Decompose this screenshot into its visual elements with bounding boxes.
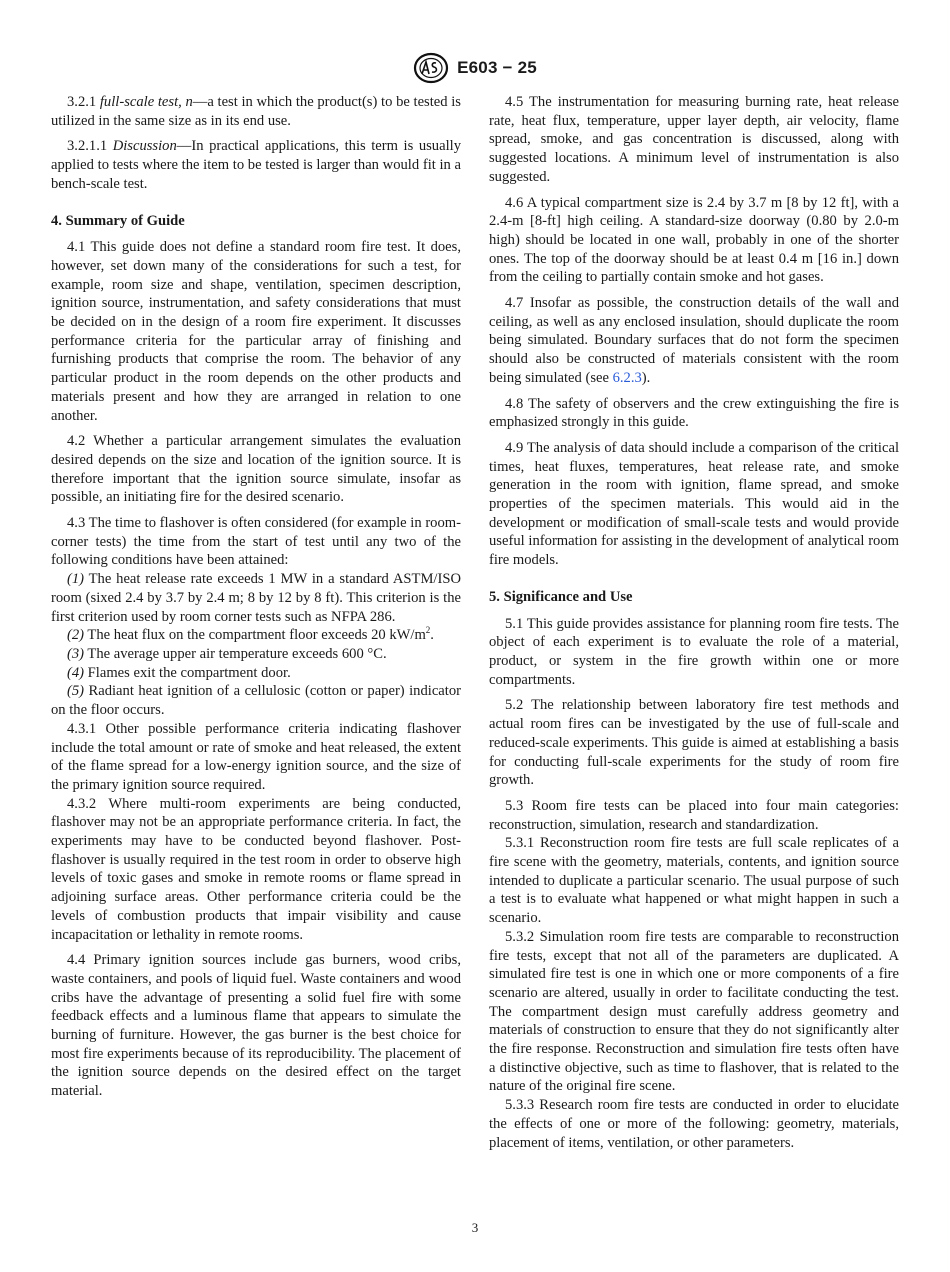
section-4-heading: 4. Summary of Guide xyxy=(51,212,185,229)
paragraph-3-2-1: 3.2.1 full-scale test, n—a test in which the product(s) to be tested is utilized in the same size as in its end use. xyxy=(51,94,461,129)
paragraph-4-8: 4.8 The safety of observers and the crew extinguishing the fire is emphasized strongly in this guide. xyxy=(489,395,899,431)
paragraph-4-1: 4.1 This guide does not define a standard room fire test. It does, however, set down many of the considerations for such a test, for example, room size and shape, ventilation, specimen description, ignition source, instrumentation, and safety considerations that must be decided on in the design of a room fire experiment. It discusses performance criteria for the particular array of finishing and furnishing products that comprise the room. The behavior of any particular product in the room depends on the other products and materials present and how they are arranged in relation to one another. xyxy=(51,239,461,424)
paragraph-4-9: 4.9 The analysis of data should include a comparison of the critical times, heat fluxes, temperatures, heat release rate, and smoke generation in the room with ignition, flame spread, and smoke properties of the specimen materials. This would aid in the development or modification of small-scale tests and would provide useful information for assisting in the development of analytical room fire models. xyxy=(489,439,899,569)
paragraph-4-5: 4.5 The instrumentation for measuring burning rate, heat release rate, heat flux, temperature, upper layer depth, air velocity, flame spread, smoke, and gas concentration is discussed, along with suggested locations. A minimum level of instrumentation is also suggested. xyxy=(489,94,899,185)
section-5-heading: 5. Significance and Use xyxy=(489,588,633,605)
standard-designation: E603 − 25 xyxy=(457,58,537,77)
list-item: (5) Radiant heat ignition of a cellulosic (cotton or paper) indicator on the floor occurs. xyxy=(51,683,461,719)
paragraph-4-4: 4.4 Primary ignition sources include gas burners, wood cribs, waste containers, and pools of liquid fuel. Waste containers and wood cribs have the advantage of presenting a solid fuel fire with some feedback effects and a luminous flame that appears to simulate the burning of furniture. However, the gas burner is the best choice for most fire experiments because of its reproducibility. The placement of the ignition source depends on the desired effect on the target material. xyxy=(51,952,461,1100)
paragraph-5-3-2: 5.3.2 Simulation room fire tests are comparable to reconstruction fire tests, except that not all of the parameters are duplicated. A simulated fire test is one in which one or more components of a fire scenario are altered, usually in order to facilitate conducting the test. The compartment design must carefully address geometry and materials of construction to ensure that they do not significantly alter the fire response. Reconstruction and simulation fire tests often have a distinctive objective, such as time to flashover, that is related to the nature of the original fire scene. xyxy=(489,928,899,1095)
paragraph-5-3-3: 5.3.3 Research room fire tests are conducted in order to elucidate the effects of one or more of the following: geometry, materials, placement of items, ventilation, or other parameters. xyxy=(489,1097,899,1151)
paragraph-4-3: 4.3 The time to flashover is often considered (for example in room-corner tests) the time from the start of test until any two of the following conditions have been attained: xyxy=(51,515,461,569)
page-number: 3 xyxy=(471,1220,479,1235)
list-item: (4) Flames exit the compartment door. xyxy=(67,664,291,681)
right-column xyxy=(489,93,899,1152)
page-header xyxy=(0,52,950,84)
list-item: (2) The heat flux on the compartment floor exceeds 20 $kW/m^2$. xyxy=(67,625,434,644)
paragraph-4-6: 4.6 A typical compartment size is 2.4 by 3.7 m [8 by 12 ft], with a 2.4-m [8-ft] high ceiling. A standard-size doorway (0.80 by 2.0-m high) should be located in one wall, probably in one of the shorter ones. The top of the doorway should be at least 0.4 m [16 in.] down from the ceiling to partially contain smoke and hot gases. xyxy=(489,194,899,286)
left-column xyxy=(51,93,461,1101)
astm-logo-icon xyxy=(413,52,449,84)
paragraph-3-2-1-1: 3.2.1.1 Discussion—In practical applications, this term is usually applied to tests where the item to be tested is larger than would fit in a bench-scale test. xyxy=(51,138,461,192)
list-item: (1) The heat release rate exceeds 1 MW in a standard ASTM/ISO room (sixed 2.4 by 3.7 by 2.4 m; 8 by 12 by 8 ft). This criterion is the first criterion used by room corner tests such as NFPA 286. xyxy=(51,571,461,625)
paragraph-4-3-2: 4.3.2 Where multi-room experiments are being conducted, flashover may not be an appropriate performance criteria. In fact, the experiments may have to be conducted beyond flashover. Post-flashover is usually required in the test room in order to observe high levels of toxic gases and smoke in remote rooms or flame spread in adjoining surface areas. Other performance criteria could be the levels of combustion products that impair visibility and cause incapacitation or lethality in remote rooms. xyxy=(51,795,461,943)
section-link-6-2-3[interactable]: 6.2.3 xyxy=(612,369,642,386)
paragraph-5-1: 5.1 This guide provides assistance for planning room fire tests. The object of each experiment is to evaluate the role of a material, product, or system in the fire growth within one or more compartments. xyxy=(489,615,899,688)
paragraph-4-7: 4.7 Insofar as possible, the construction details of the wall and ceiling, as well as any enclosed insulation, should duplicate the room being simulated. Boundary surfaces that do not form the specimen should also be constructed of materials consistent with the room being simulated (see 6.2.3). xyxy=(489,295,899,386)
paragraph-5-3-1: 5.3.1 Reconstruction room fire tests are full scale replicates of a fire scene with the geometry, materials, contents, and ignition source intended to duplicate a particular scenario. The usual purpose of such a test is to evaluate what happened or what might happen in such a scenario. xyxy=(489,835,899,927)
paragraph-4-2: 4.2 Whether a particular arrangement simulates the evaluation desired depends on the size and location of the ignition source. It is therefore important that the ignition source simulate, insofar as possible, an initiating fire for the desired scenario. xyxy=(51,433,461,506)
paragraph-4-3-1: 4.3.1 Other possible performance criteria indicating flashover include the total amount or rate of smoke and heat released, the extent of the flame spread for a low-energy ignition source, and the size of the primary ignition source required. xyxy=(51,720,461,793)
paragraph-5-2: 5.2 The relationship between laboratory fire test methods and actual room fires can be investigated by the use of full-scale and reduced-scale experiments. This guide is aimed at establishing a basis for conducting full-scale experiments for the study of room fire growth. xyxy=(489,697,899,789)
paragraph-5-3: 5.3 Room fire tests can be placed into four main categories: reconstruction, simulation, research and standardization. xyxy=(489,797,899,833)
list-item: (3) The average upper air temperature exceeds 600 °C. xyxy=(67,645,387,662)
